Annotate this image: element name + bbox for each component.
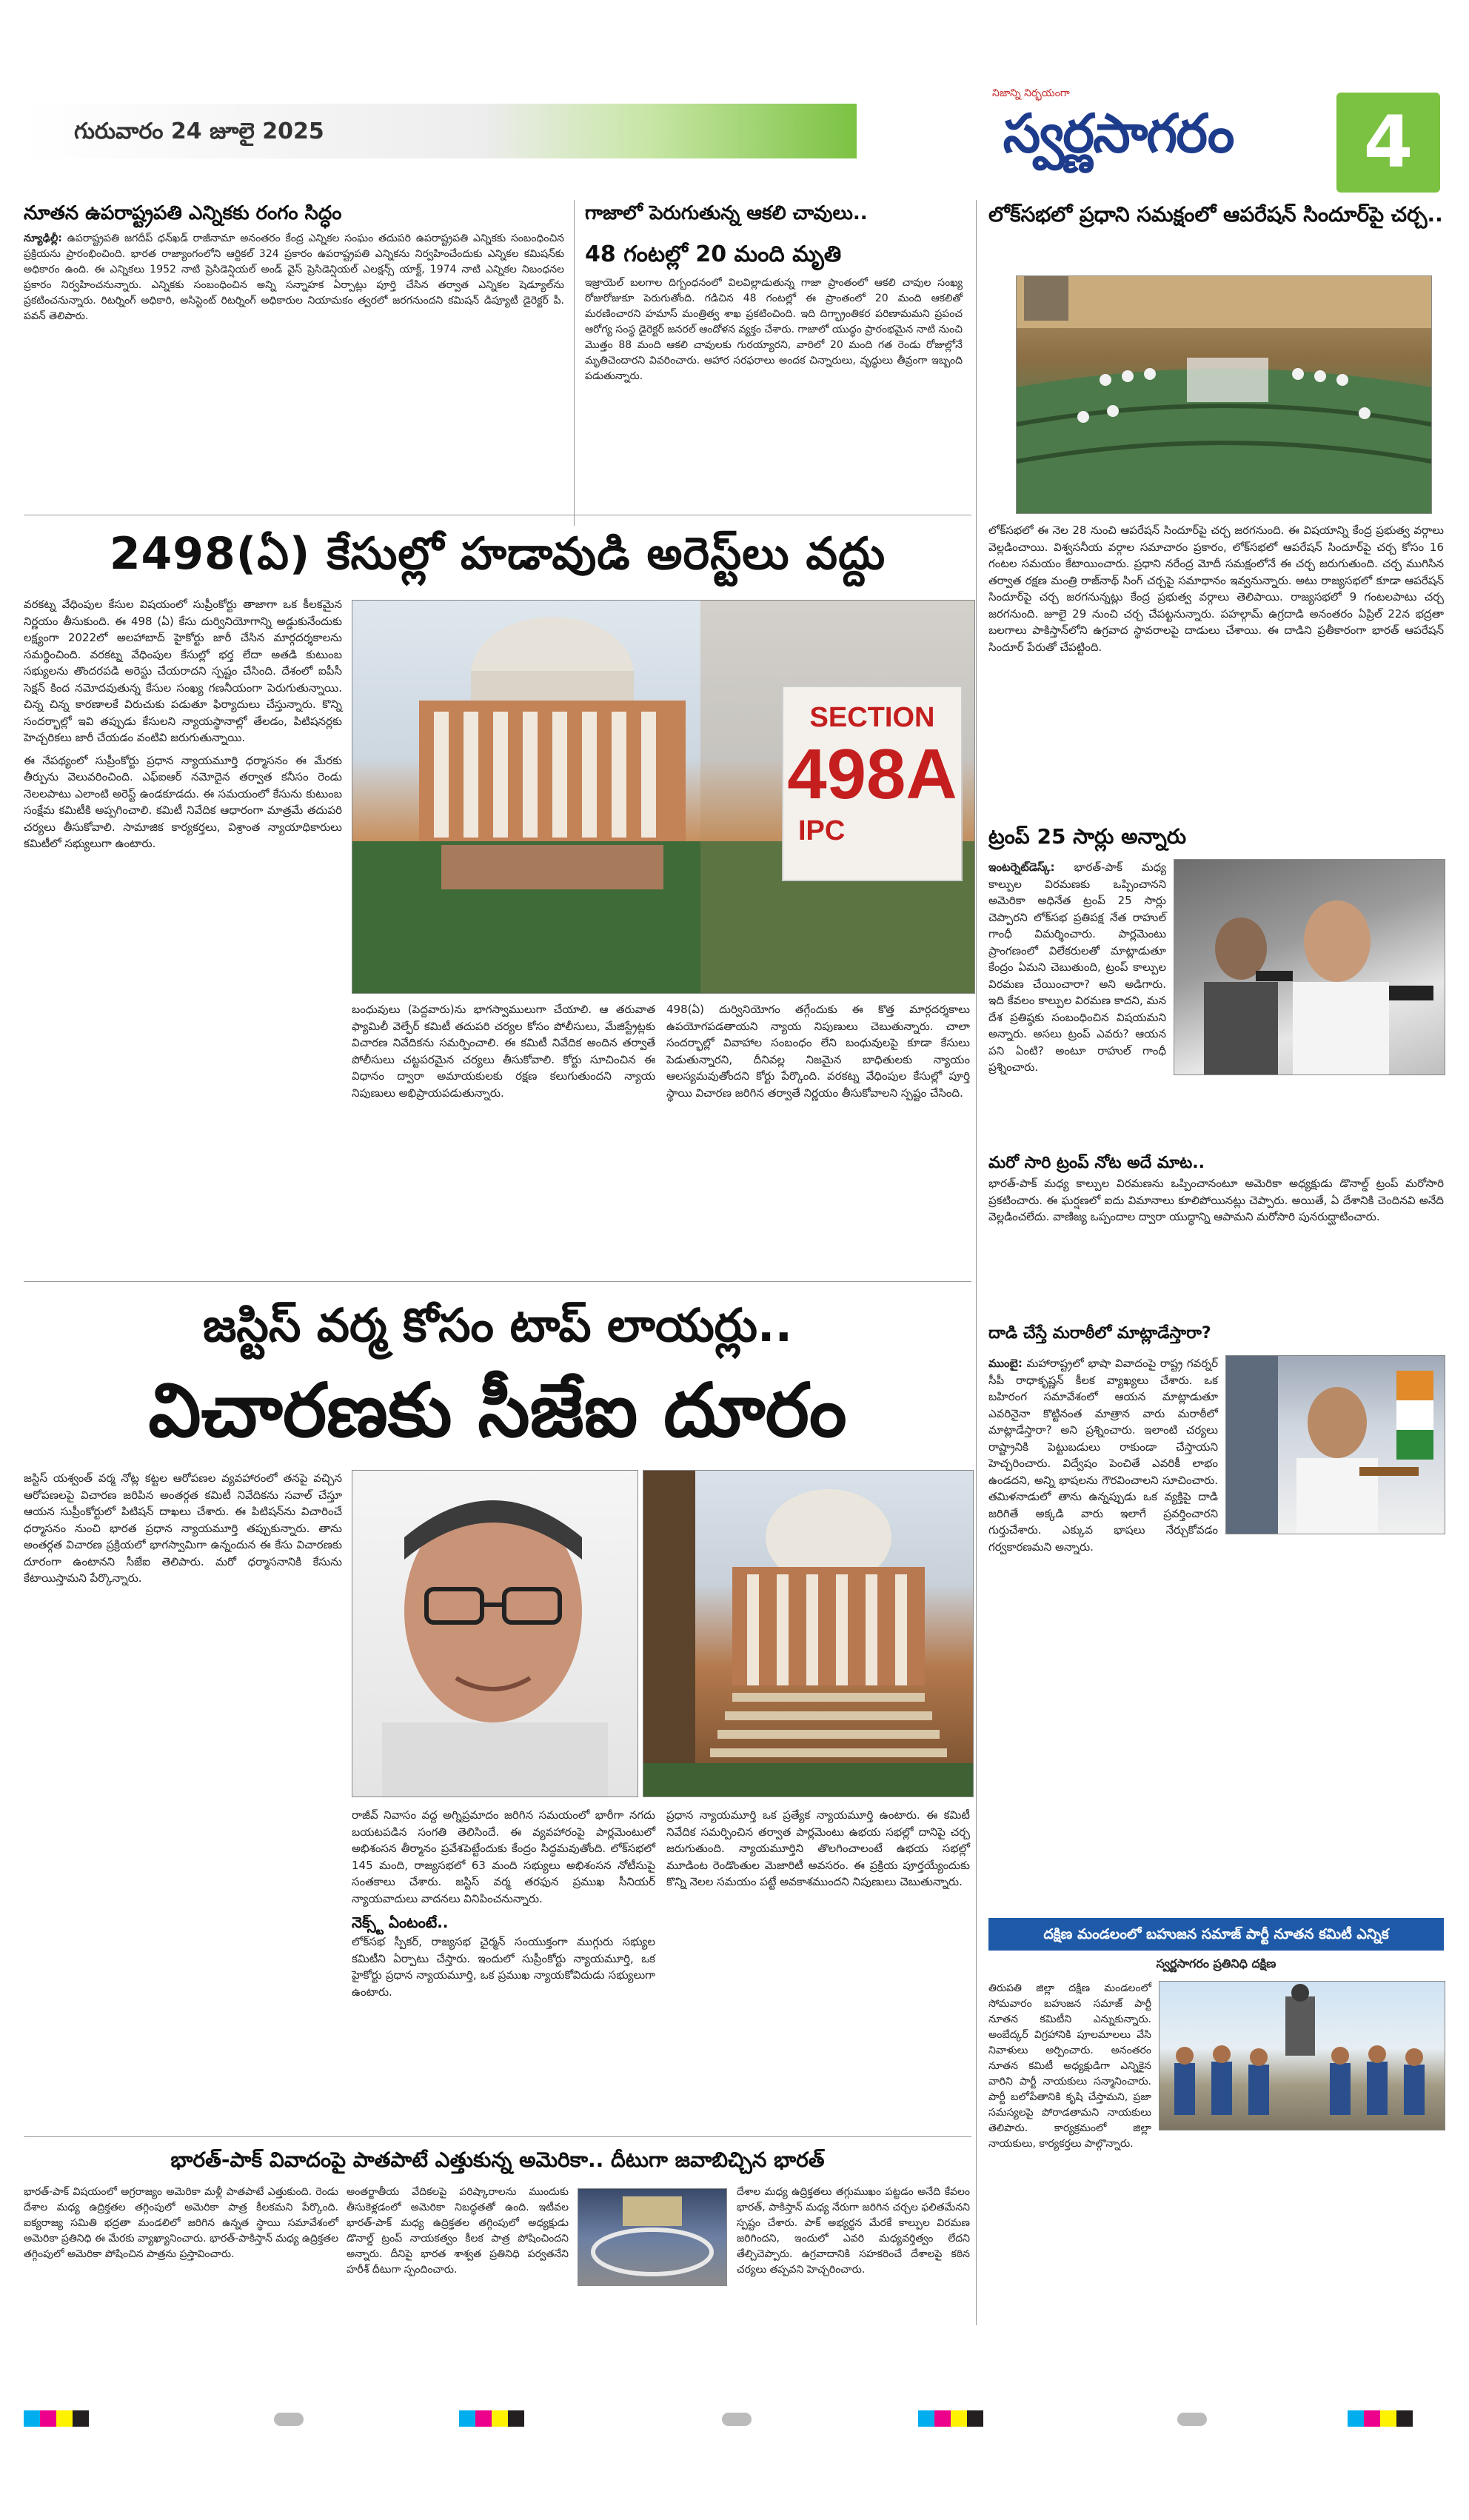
body-text: భారత్-పాక్ మధ్య కాల్పుల విరమణకు ఒప్పించానని అమెరికా అధినేత ట్రంప్ 25 సార్లు చెప్పారని లోక్‌సభ ప్రతిపక్ష నేత రాహుల్ గాంధీ విమర్శించారు. పార్లమెంటు ప్రాంగణంలో విలేకరులతో మాట్లాడుతూ కేంద్రం ఏమని చెబుతుంది, ట్రంప్ కాల్పుల విరమణ చేయించారా? అని అడిగారు. ఇది కేవలం కాల్పుల విరమణ కాదని, మన దేశ ప్రతిష్ఠకు సంబంధించిన విషయమని అన్నారు. అసలు ట్రంప్ ఎవరు? ఆయన పని ఏంటి? అంటూ రాహుల్ గాంధీ ప్రశ్నించారు. [988,860,1166,1074]
registration-pill-1 [274,2413,304,2426]
bsp-committee-photo [1159,1981,1445,2130]
dowry-col2 [352,1001,655,1101]
masthead-tagline: నిజాన్ని నిర్భయంగా [992,87,1070,99]
headline: దాడి చేస్తే మరాఠీలో మాట్లాడేస్తారా? [988,1324,1211,1343]
portrait-illustration [352,1471,638,1797]
section-number: 498A [787,735,957,814]
headline: నూతన ఉపరాష్ట్రపతి ఎన్నికకు రంగం సిద్ధం [24,202,342,224]
headline: గాజాలో పెరుగుతున్న ఆకలి చావులు.. [585,202,868,224]
story-body [988,1355,1218,1555]
supreme-court-photo-2 [643,1470,974,1797]
story-body [24,231,564,324]
body-text: భారత్-పాక్ మధ్య కాల్పుల విరమణను ఒప్పించానంటూ అమెరికా అధ్యక్షుడు డొనాల్డ్ ట్రంప్ మరోసారి ప్రకటించారు. ఈ ఘర్షణలో ఐదు విమానాలు కూలిపోయినట్లు చెప్పారు. అయితే, ఏ దేశానికి చెందినవి అనేది వెల్లడించలేదు. వాణిజ్య ఒప్పందాల ద్వారా యుద్ధాన్ని ఆపామని మరోసారి పునరుద్ఘాటించారు. [988,1177,1444,1223]
color-registration-strip-mid2 [918,2410,1066,2428]
column-divider [574,200,575,526]
body-text: ఇజ్రాయెల్ బలగాల దిగ్బంధనంలో విలవిల్లాడుతున్న గాజా ప్రాంతంలో ఆకలి చావుల సంఖ్య రోజురోజుకూ పెరుగుతోంది. గడిచిన 48 గంటల్లో ఈ ప్రాంతంలో 20 మంది ఆకలితో మరణించారని హమాస్ మంత్రిత్వ శాఖ ప్రకటించింది. ఇది దిగ్భ్రాంతికర పరిణామమని ప్రపంచ ఆరోగ్య సంస్థ డైరెక్టర్ జనరల్ ఆందోళన వ్యక్తం చేశారు. గాజాలో యుద్ధం ప్రారంభమైన నాటి నుంచి మొత్తం 88 మంది ఆకలి చావులకు గురయ్యారని, వారిలో 20 మంది గత రెండు రోజుల్లోనే మృతిచెందారని వివరించారు. ఆహార సరఫరాలు అందక చిన్నారులు, వృద్ధులు తీవ్రంగా ఇబ్బంది పడుతున్నారు. [585,277,963,382]
story-loksabha [988,200,1444,230]
subhead: నెక్స్ట్ ఏంటంటే.. [352,1914,449,1931]
column-divider [976,200,977,2325]
body-text: వరకట్న వేధింపుల కేసుల విషయంలో సుప్రీంకోర్టు తాజాగా ఒక కీలకమైన నిర్ణయం తీసుకుంది. ఈ 498 (ఏ) కేసు దుర్వినియోగాన్ని అడ్డుకునేందుకు లక్ష్యంగా 2022లో అలహాబాద్ హైకోర్టు జారీ చేసిన మార్గదర్శకాలను సమర్థించింది. వరకట్న వేధింపుల కేసుల్లో భర్త లేదా అతడి కుటుంబ సభ్యులను తొందరపడి అరెస్టు చేయరాదని స్పష్టం చేసింది. దేశంలో ఐపీసీ సెక్షన్ కింద నమోదవుతున్న కేసుల సంఖ్య గణనీయంగా పెరుగుతున్నాయి. చిన్న చిన్న కారణాలకే విరుచుకు పడుతూ ఫిర్యాదులు చేస్తున్నారు. కొన్ని సందర్భాల్లో ఇవి తప్పుడు కేసులని న్యాయస్థానాల్లో తేలడం, పిటిషనర్లకు హెచ్చరికలు జారీ చేయడం వంటివి జరుగుతున్నాయి. [24,598,342,744]
body-text: దేశాల మధ్య ఉద్రిక్తతలు తగ్గుముఖం పట్టడం అనేది కేవలం భారత్, పాకిస్తాన్ మధ్య నేరుగా జరిగిన చర్చల ఫలితమేనని స్పష్టం చేశారు. పాక్ అభ్యర్థన మేరకే కాల్పుల విరమణ జరిగిందని, ఇందులో ఎవరి మధ్యవర్తిత్వం లేదని తేల్చిచెప్పారు. ఉగ్రవాదానికి సహకరించే దేశాలపై కఠిన చర్యలు తప్పవని హెచ్చరించారు. [737,2186,970,2276]
body-text: ఈ నేపథ్యంలో సుప్రీంకోర్టు ప్రధాన న్యాయమూర్తి ధర్మాసనం ఈ మేరకు తీర్పును వెలువరించింది. ఎఫ్‌ఐఆర్ నమోదైన తర్వాత కనీసం రెండు నెలలపాటు ఎలాంటి అరెస్ట్‌ ఉండకూడదు. ఈ సమయంలో కేసును కుటుంబ సంక్షేమ కమిటీకి అప్పగించాలి. కమిటీ నివేదిక ఆధారంగా మాత్రమే తదుపరి చర్యలు తీసుకోవాలి. సామాజిక కార్యకర్తలు, విశ్రాంత న్యాయాధికారులు కమిటీలో సభ్యులుగా ఉంటారు. [24,753,342,850]
body-text: లోక్‌సభలో ఈ నెల 28 నుంచి ఆపరేషన్ సిందూర్‌పై చర్చ జరగనుంది. ఈ విషయాన్ని కేంద్ర ప్రభుత్వ వర్గాలు వెల్లడించాయి. విశ్వసనీయ వర్గాల సమాచారం ప్రకారం, లోక్‌సభలో ఆపరేషన్ సిందూర్‌పై చర్చ కోసం 16 గంటల సమయం కేటాయించారు. ప్రధాని నరేంద్ర మోదీ సమక్షంలోనే ఈ చర్చ జరుగుతుంది. చర్చ ముగిసిన తర్వాత రక్షణ మంత్రి రాజ్‌నాథ్ సింగ్ చర్చపై సమాధానం ఇవ్వనున్నారు. అటు రాజ్యసభలో కూడా ఆపరేషన్ సిందూర్‌పై చర్చ జరగనున్నట్లు కేంద్ర ప్రభుత్వ వర్గాలు తెలిపాయి. రాజ్యసభలో 9 గంటలపాటు చర్చ జరగనుంది. జూలై 29 నుంచి చర్చ చేపట్టనున్నారు. పహల్గామ్ ఉగ్రదాడి అనంతరం ఏప్రిల్ 22న భద్రతా బలగాలు పాకిస్తాన్‌లోని ఉగ్రవాద స్థావరాలపై దాడులు చేశాయి. ఈ దాడిని ప్రతీకారంగా భారత్ ఆపరేషన్ సిందూర్ పేరుతో చేపట్టింది. [988,524,1444,654]
story-trump [988,822,1444,852]
dowry-col3 [666,1001,970,1101]
varma-col3 [666,1807,970,1891]
color-registration-strip-mid1 [459,2410,607,2428]
dowry-col1 [24,596,342,852]
varma-headline-1: జస్టిస్ వర్మ కోసం టాప్ లాయర్లు.. [202,1298,793,1352]
press-scene-illustration [1174,860,1445,1074]
parliament-photo [1016,275,1432,514]
story-vice-president [24,200,564,324]
color-registration-strip-left [24,2410,172,2428]
page-number: 4 [1363,101,1413,184]
varma-col1 [24,1470,342,1587]
body-text: లోక్‌సభ స్పీకర్, రాజ్యసభ చైర్మన్ సంయుక్తంగా ముగ్గురు సభ్యుల కమిటీని ఏర్పాటు చేస్తారు. ఇందులో సుప్రీంకోర్టు న్యాయమూర్తి, ఒక హైకోర్టు ప్రధాన న్యాయమూర్తి, ఒక ప్రముఖ న్యాయకోవిదుడు సభ్యులుగా ఉంటారు. [352,1935,655,1999]
body-text: ఉపరాష్ట్రపతి జగదీప్ ధన్‌ఖడ్ రాజీనామా అనంతరం కేంద్ర ఎన్నికల సంఘం తదుపరి ఉపరాష్ట్రపతి ఎన్నికకు సంబంధించిన ప్రక్రియను ప్రారంభించింది. భారత రాజ్యాంగంలోని ఆర్టికల్ 324 ప్రకారం ఉపరాష్ట్రపతి ఎన్నికను నిర్వహించేందుకు ఎన్నికల కమిషన్‌కు అధికారం ఉంది. ఈ ఎన్నికలు 1952 నాటి ప్రెసిడెన్షియల్ అండ్ వైస్ ప్రెసిడెన్షియల్ ఎలక్షన్స్ యాక్ట్, 1974 నాటి ఎన్నికల నిబంధనల ప్రకారం నిర్వహించనున్నారు. ఎన్నికకు సంబంధించిన అన్ని సన్నాహక ఏర్పాట్లు పూర్తి చేసిన తర్వాత ఎన్నికల షెడ్యూల్‌ను ప్రకటించనున్నారు. రిటర్నింగ్ అధికారి, అసిస్టెంట్ రిటర్నింగ్ అధికారుల నియామకం త్వరలో జరగనుందని కమిషన్ డిప్యూటీ డైరెక్టర్ పీ. పవన్ తెలిపారు. [24,233,565,322]
header-date: గురువారం 24 జూలై 2025 [74,118,324,144]
section-act: IPC [798,815,846,846]
body-text: 498(ఏ) దుర్వినియోగం తగ్గేందుకు ఈ కొత్త మార్గదర్శకాలు ఉపయోగపడతాయని న్యాయ నిపుణులు చెబుతున్నారు. చాలా సందర్భాల్లో వివాహాల సంబంధం లేని బంధువులపై కూడా కేసులు పెడుతున్నారని, దీనివల్ల నిజమైన బాధితులకు న్యాయం ఆలస్యమవుతోందని కోర్టు పేర్కొంది. వరకట్న వేధింపుల కేసుల్లో పూర్తి స్థాయి విచారణ జరిగిన తర్వాతే నిర్ణయం తీసుకోవాలని స్పష్టం చేసింది. [666,1003,970,1100]
rahul-gandhi-photo [1174,859,1445,1075]
story-loksabha-body [988,522,1444,655]
registration-pill-3 [1177,2413,1207,2426]
court-steps-illustration [643,1471,973,1797]
registration-pill-2 [722,2413,752,2426]
governor-illustration [1226,1356,1445,1534]
bharat-pak-col1 [24,2185,338,2262]
story-dakshin-body [988,1981,1151,2152]
justice-varma-photo [352,1470,638,1797]
masthead-logo [970,87,1266,191]
bharat-pak-col2 [347,2185,569,2278]
dateline: ఇంటర్నెట్‌డెస్క్: [988,860,1055,874]
horizontal-rule [24,2136,971,2137]
body-text: భారత్-పాక్ విషయంలో అగ్రరాజ్యం అమెరికా మళ్లీ పాతపాటే ఎత్తుకుంది. రెండు దేశాల మధ్య ఉద్రిక్తతల తగ్గింపులో అమెరికా పాత్ర కీలకమని పేర్కొంది. ఐక్యరాజ్య సమితి భద్రతా మండలిలో జరిగిన ఉన్నత స్థాయి సమావేశంలో అమెరికా ప్రతినిధి ఈ మేరకు వ్యాఖ్యానించారు. భారత్-పాకిస్తాన్ మధ్య ఉద్రిక్తతల తగ్గింపులో అమెరికా పోషించిన పాత్రను ప్రస్తావించారు. [24,2186,338,2260]
story-trump-subsection [988,1152,1444,1226]
section-498a-card [782,686,963,881]
bharat-pak-col3 [737,2185,970,2278]
bharat-pak-headline: భారత్-పాక్ వివాదంపై పాతపాటే ఎత్తుకున్న అమెరికా.. దీటుగా జవాబిచ్చిన భారత్ [170,2148,825,2172]
parliament-seats-illustration [1017,276,1431,513]
color-registration-strip-right [1348,2410,1444,2428]
varma-col2 [352,1807,655,2000]
body-text: తిరుపతి జిల్లా దక్షిణ మండలంలో సోమవారం బహుజన సమాజ్ పార్టీ నూతన కమిటీని ఎన్నుకున్నారు. అంబేద్కర్ విగ్రహానికి పూలమాలలు వేసి నివాళులు అర్పించారు. అనంతరం నూతన కమిటీ అధ్యక్షుడిగా ఎన్నికైన వారిని పార్టీ నాయకులు సన్మానించారు. పార్టీ బలోపేతానికి కృషి చేస్తామని, ప్రజా సమస్యలపై పోరాడతామని నాయకులు తెలిపారు. కార్యక్రమంలో జిల్లా నాయకులు, కార్యకర్తలు పాల్గొన్నారు. [988,1982,1151,2150]
subhead: మరో సారి ట్రంప్ నోట అదే మాట.. [988,1154,1205,1172]
group-illustration [1160,1982,1445,2130]
varma-headline-2: విచారణకు సీజేఐ దూరం [148,1367,847,1454]
masthead-title: స్వర్ణసాగరం [1003,102,1234,164]
dateline: న్యూఢిల్లీ: [24,233,62,244]
body-text: జస్టిస్ యశ్వంత్ వర్మ నోట్ల కట్టల ఆరోపణల వ్యవహారంలో తనపై వచ్చిన ఆరోపణలపై విచారణ జరిపిన అంతర్గత కమిటీ నివేదికను సవాల్ చేస్తూ ఆయన సుప్రీంకోర్టులో పిటిషన్ దాఖలు చేశారు. ఈ పిటిషన్‌ను విచారించే ధర్మాసనం నుంచి భారత ప్రధాన న్యాయమూర్తి తప్పుకున్నారు. తాను అంతర్గత విచారణ ప్రక్రియలో భాగస్వామిగా ఉన్నందున ఈ కేసు విచారణకు దూరంగా ఉంటానని సీజేఐ తెలిపారు. మరో ధర్మాసనానికి కేసును కేటాయిస్తామని పేర్కొన్నారు. [24,1471,342,1585]
subhead: 48 గంటల్లో 20 మంది మృతి [585,241,842,267]
headline: ట్రంప్ 25 సార్లు అన్నారు [988,824,1187,849]
governor-photo [1225,1355,1445,1534]
un-security-council-photo [578,2188,727,2286]
supreme-court-photo [352,600,975,994]
dowry-headline: 2498(ఏ) కేసుల్లో హడావుడి అరెస్ట్‌లు వద్దు [109,528,886,580]
story-dakshin-banner [988,1918,1444,1951]
story-body [988,859,1166,1076]
horizontal-rule [24,1281,971,1282]
headline: లోక్‌సభలో ప్రధాని సమక్షంలో ఆపరేషన్ సిందూర్‌పై చర్చ.. [988,202,1443,227]
body-text: బంధువులు (పెద్దవారు)ను భాగస్వాములుగా చేయాలి. ఆ తరువాత ఫ్యామిలీ వెల్ఫేర్ కమిటీ తదుపరి చర్యల కోసం పోలీసులు, మేజిస్ట్రేట్లకు విచారణ నివేదికను సమర్పించాలి. ఈ కమిటీ నివేదిక అందిన తర్వాతే పోలీసులు చట్టపరమైన చర్యలు తీసుకోవాలి. కోర్టు సూచించిన ఈ విధానం ద్వారా అమాయకులకు రక్షణ కలుగుతుందని న్యాయ నిపుణులు అభిప్రాయపడుతున్నారు. [352,1003,655,1100]
story-trump-body [988,859,1166,1076]
section-label: SECTION [809,702,935,733]
body-text: అంతర్జాతీయ వేదికలపై పరిష్కారాలను ముందుకు తీసుకెళ్లడంలో అమెరికా నిబద్ధతతో ఉంది. ఇటీవల భారత్-పాక్ మధ్య ఉద్రిక్తతల తగ్గింపులో అధ్యక్షుడు డొనాల్డ్ ట్రంప్ నాయకత్వం కీలక పాత్ర పోషించిందని అన్నారు. దీనిపై భారత శాశ్వత ప్రతినిధి పర్వతనేని హరీశ్ దీటుగా స్పందించారు. [347,2186,569,2276]
body-text: ప్రధాన న్యాయమూర్తి ఒక ప్రత్యేక న్యాయమూర్తి ఉంటారు. ఈ కమిటీ నివేదిక సమర్పించిన తర్వాత పార్లమెంటు ఉభయ సభల్లో దానిపై చర్చ జరుగుతుంది. న్యాయమూర్తిని తొలగించాలంటే ఉభయ సభల్లో మూడింట రెండొంతుల మెజారిటీ అవసరం. ఈ ప్రక్రియ పూర్తయ్యేందుకు కొన్ని నెలల సమయం పట్టే అవకాశముందని నిపుణులు చెబుతున్నారు. [666,1808,970,1888]
story-governor [988,1322,1444,1346]
dakshin-dateline: స్వర్ణసాగరం ప్రతినిధి దక్షిణ [1156,1956,1276,1971]
page-number-box [1336,93,1440,193]
story-governor-body [988,1355,1218,1555]
headline: దక్షిణ మండలంలో బహుజన సమాజ్ పార్టీ నూతన కమిటీ ఎన్నిక [1043,1926,1389,1942]
body-text: రాజీవ్ నివాసం వద్ద అగ్నిప్రమాదం జరిగిన సమయంలో భారీగా నగదు బయటపడిన సంగతి తెలిసిందే. ఈ వ్యవహారంపై పార్లమెంటులో అభిశంసన తీర్మానం ప్రవేశపెట్టేందుకు కేంద్రం సిద్ధమవుతోంది. లోక్‌సభలో 145 మంది, రాజ్యసభలో 63 మంది సభ్యులు అభిశంసన నోటీసుపై సంతకాలు చేశారు. జస్టిస్ వర్మ తరఫున ప్రముఖ సీనియర్ న్యాయవాదులు వాదనలు వినిపించనున్నారు. [352,1808,655,1905]
dateline: ముంబై: [988,1357,1023,1370]
body-text: మహారాష్ట్రలో భాషా వివాదంపై రాష్ట్ర గవర్నర్ సీపీ రాధాకృష్ణన్ కీలక వ్యాఖ్యలు చేశారు. ఒక బహిరంగ సమావేశంలో ఆయన మాట్లాడుతూ ఎవరినైనా కొట్టినంత మాత్రాన వారు మరాఠీలో మాట్లాడేస్తారా? అని ప్రశ్నించారు. ఇలాంటి చర్యలు రాష్ట్రానికి పెట్టుబడులు రాకుండా చేస్తాయని హెచ్చరించారు. విద్వేషం పెంచితే ఎవరికీ లాభం ఉండదని, అన్ని భాషలను గౌరవించాలని సూచించారు. తమిళనాడులో తాను ఉన్నప్పుడు ఒక వ్యక్తిపై దాడి జరిగితే అక్కడి వారు ఇలాగే ప్రవర్తించారని గుర్తుచేశారు. ఎక్కువ భాషలు నేర్చుకోవడం గర్వకారణమని అన్నారు. [988,1357,1218,1554]
story-gaza [585,200,963,384]
council-illustration [578,2189,726,2285]
